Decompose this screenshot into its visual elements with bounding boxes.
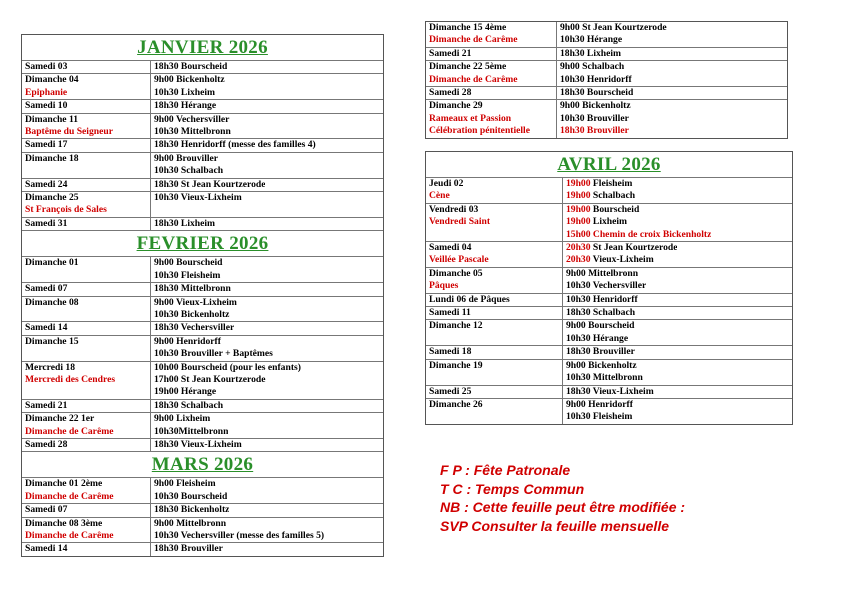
day-cell: [426, 204, 563, 241]
schedule-row: [426, 385, 792, 398]
mass-entry: 18h30 Lixheim: [154, 217, 216, 229]
schedule-row: [22, 191, 383, 217]
day-label: Dimanche 15 4ème: [429, 22, 507, 33]
mass-entry: 18h30 Vechersviller: [154, 322, 235, 334]
day-label: Dimanche 15: [25, 335, 79, 347]
mass-entry: 18h30 Brouviller: [154, 543, 223, 555]
day-label: Cène: [429, 190, 450, 202]
schedule-row: [22, 113, 383, 139]
mass-entry: 20h30 Vieux-Lixheim: [566, 254, 654, 266]
mass-entry: 9h00 Fleisheim: [154, 478, 216, 490]
mass-entry: 10h30 Vechersviller: [566, 280, 647, 292]
day-cell: [22, 439, 151, 451]
day-cell: [22, 518, 151, 543]
schedule-row: [22, 282, 383, 295]
day-label: Samedi 04: [429, 242, 472, 254]
mass-entry: 18h30 Brouviller: [566, 346, 635, 358]
day-label: Samedi 07: [25, 504, 68, 516]
mass-entry: 18h30 St Jean Kourtzerode: [154, 178, 266, 190]
day-label: Baptême du Seigneur: [25, 126, 113, 138]
day-label: Dimanche 11: [25, 113, 79, 125]
day-cell: [22, 322, 151, 334]
mass-cell: [151, 400, 226, 412]
mass-cell: [563, 178, 638, 203]
mass-entry: 10h30 Mittelbronn: [154, 126, 231, 138]
schedule-row: [426, 293, 792, 306]
mass-entry: 18h30 Mittelbronn: [154, 283, 231, 295]
day-label: Dimanche 01 2ème: [25, 478, 103, 490]
mass-entry: 20h30 St Jean Kourtzerode: [566, 242, 678, 254]
schedule-row: [426, 22, 787, 47]
mass-entry: 9h00 Bickenholtz: [566, 359, 637, 371]
mass-entry: 19h00 Hérange: [154, 386, 217, 398]
schedule-row: [426, 203, 792, 241]
mass-entry: 9h00 Mittelbronn: [566, 267, 639, 279]
mass-entry: 9h00 Bourscheid: [566, 320, 635, 332]
mass-entry: 19h00 Lixheim: [566, 216, 628, 228]
time-label: 19h00: [566, 190, 591, 202]
schedule-row: [22, 217, 383, 230]
mass-cell: [563, 204, 714, 241]
day-label: Dimanche 25: [25, 192, 79, 204]
day-cell: [22, 114, 151, 139]
mass-cell: [151, 336, 276, 361]
mass-entry: 10h30 Bickenholtz: [154, 308, 230, 320]
month-title: AVRIL 2026: [557, 153, 661, 175]
mass-entry: 10h30 Lixheim: [154, 86, 216, 98]
day-label: Dimanche 08: [25, 296, 79, 308]
schedule-row: [22, 60, 383, 73]
day-cell: [22, 504, 151, 516]
day-label: Dimanche de Carême: [25, 425, 114, 437]
schedule-row: [22, 412, 383, 438]
day-label: Célébration pénitentielle: [429, 125, 530, 137]
mass-entry: 10h30 Fleisheim: [566, 411, 633, 423]
day-cell: [426, 48, 557, 60]
mass-entry: 19h00 Schalbach: [566, 190, 636, 202]
mass-cell: [151, 257, 226, 282]
day-cell: [426, 399, 563, 424]
day-label: St François de Sales: [25, 204, 107, 216]
day-label: Samedi 17: [25, 139, 68, 151]
mass-cell: [151, 114, 234, 139]
mass-entry: 9h00 Henridorff: [566, 398, 633, 410]
mass-entry: 18h30 Vieux-Lixheim: [154, 438, 242, 450]
day-cell: [426, 307, 563, 319]
time-label: 20h30: [566, 254, 591, 266]
schedule-table-april: [425, 151, 793, 425]
schedule-row: [22, 256, 383, 282]
day-cell: [22, 362, 151, 399]
day-label: Dimanche 19: [429, 359, 483, 371]
mass-cell: [563, 399, 636, 424]
mass-entry: 18h30 Schalbach: [566, 307, 636, 319]
day-cell: [426, 346, 563, 358]
mass-cell: [563, 346, 638, 358]
schedule-row: [426, 306, 792, 319]
day-label: Dimanche 22 1er: [25, 413, 95, 425]
schedule-row: [22, 438, 383, 451]
mass-entry: 9h00 Vieux-Lixheim: [154, 296, 237, 308]
mass-entry: 10h30 Fleisheim: [154, 269, 221, 281]
mass-entry: 18h30 Bickenholtz: [154, 504, 230, 516]
day-label: Samedi 14: [25, 322, 68, 334]
day-label: Vendredi Saint: [429, 216, 491, 228]
day-label: Samedi 21: [429, 47, 472, 59]
day-label: Rameaux et Passion: [429, 112, 512, 124]
mass-cell: [563, 294, 641, 306]
day-cell: [426, 320, 563, 345]
day-label: Dimanche 05: [429, 267, 483, 279]
schedule-row: [22, 361, 383, 399]
mass-cell: [151, 478, 230, 503]
day-cell: [22, 543, 151, 555]
mass-entry: 18h30 Bourscheid: [154, 61, 228, 72]
schedule-row: [22, 296, 383, 322]
day-label: Dimanche 12: [429, 320, 483, 332]
mass-cell: [151, 283, 234, 295]
schedule-row: [22, 178, 383, 191]
mass-cell: [151, 518, 327, 543]
mass-entry: 9h00 Henridorff: [154, 335, 221, 347]
day-label: Mercredi 18: [25, 361, 75, 373]
day-label: Samedi 10: [25, 100, 68, 112]
mass-cell: [557, 61, 635, 86]
day-cell: [22, 139, 151, 151]
mass-entry: 9h00 St Jean Kourtzerode: [560, 22, 667, 33]
schedule-row: [426, 267, 792, 293]
mass-entry: 9h00 Bickenholtz: [560, 100, 631, 112]
mass-cell: [151, 439, 245, 451]
day-cell: [426, 178, 563, 203]
notes-block: [440, 461, 685, 535]
schedule-row: [426, 241, 792, 267]
mass-cell: [563, 307, 638, 319]
mass-cell: [563, 386, 657, 398]
day-label: Veillée Pascale: [429, 254, 489, 266]
mass-entry: 19h00 Fleisheim: [566, 178, 633, 189]
mass-entry: 10h30 Vieux-Lixheim: [154, 192, 242, 204]
schedule-table-right-top: [425, 21, 788, 139]
schedule-row: [426, 359, 792, 385]
day-cell: [22, 336, 151, 361]
mass-cell: [151, 100, 219, 112]
day-label: Samedi 07: [25, 283, 68, 295]
day-cell: [22, 297, 151, 322]
mass-entry: 10h30 Brouviller: [560, 112, 629, 124]
mass-cell: [151, 218, 218, 230]
day-label: Lundi 06 de Pâques: [429, 293, 510, 305]
day-cell: [22, 179, 151, 191]
mass-entry: 10h00 Bourscheid (pour les enfants): [154, 361, 301, 373]
day-label: Samedi 21: [25, 399, 68, 411]
day-label: Dimanche de Carême: [429, 73, 518, 85]
note-nb: NB : Cette feuille peut être modifiée :: [440, 499, 686, 515]
mass-entry: 10h30 Bourscheid: [154, 490, 228, 502]
mass-entry: 10h30 Brouviller + Baptêmes: [154, 348, 273, 360]
mass-cell: [563, 320, 638, 345]
day-cell: [22, 283, 151, 295]
day-label: Samedi 28: [25, 438, 68, 450]
schedule-row: [22, 99, 383, 112]
day-cell: [22, 413, 151, 438]
day-label: Samedi 31: [25, 217, 68, 229]
schedule-row: [22, 399, 383, 412]
mass-entry: 10h30 Hérange: [566, 332, 629, 344]
day-cell: [22, 257, 151, 282]
mass-cell: [151, 297, 240, 322]
day-cell: [426, 268, 563, 293]
mass-entry: 10h30 Vechersviller (messe des familles 5): [154, 530, 325, 541]
day-label: Dimanche de Carême: [429, 34, 518, 46]
day-label: Dimanche 22 5ème: [429, 61, 507, 73]
day-label: Vendredi 03: [429, 203, 479, 215]
day-label: Dimanche 04: [25, 74, 79, 86]
mass-entry: 18h30 Schalbach: [154, 399, 224, 411]
mass-cell: [557, 48, 624, 60]
mass-entry: 19h00 Bourscheid: [566, 203, 640, 215]
day-label: Dimanche 18: [25, 152, 79, 164]
mass-entry: 9h00 Vechersviller: [154, 113, 230, 125]
time-label: 19h00: [566, 216, 591, 228]
mass-entry: 18h30 Brouviller: [560, 125, 629, 137]
mass-cell: [563, 268, 649, 293]
mass-entry: 10h30Mittelbronn: [154, 425, 229, 437]
month-title: MARS 2026: [151, 453, 254, 475]
day-cell: [22, 74, 151, 99]
day-label: Dimanche 08 3ème: [25, 517, 103, 529]
day-label: Samedi 03: [25, 61, 68, 72]
mass-cell: [151, 413, 231, 438]
day-label: Samedi 25: [429, 385, 472, 397]
schedule-row: [22, 517, 383, 543]
day-label: Dimanche 29: [429, 100, 483, 112]
mass-entry: 10h30 Henridorff: [560, 73, 632, 85]
mass-entry: 9h00 Lixheim: [154, 413, 211, 425]
mass-entry: 10h30 Henridorff: [566, 293, 638, 305]
day-cell: [426, 360, 563, 385]
day-cell: [426, 100, 557, 137]
day-cell: [426, 87, 557, 99]
day-cell: [22, 192, 151, 217]
mass-entry: 18h30 Vieux-Lixheim: [566, 385, 654, 397]
day-cell: [22, 61, 151, 73]
mass-entry: 18h30 Hérange: [154, 100, 217, 112]
day-cell: [22, 153, 151, 178]
mass-entry: 9h00 Mittelbronn: [154, 517, 227, 529]
schedule-row: [22, 542, 383, 555]
day-label: Mercredi des Cendres: [25, 373, 116, 385]
day-label: Samedi 28: [429, 87, 472, 99]
note-fp: F P : Fête Patronale: [440, 462, 571, 478]
day-label: Pâques: [429, 280, 459, 292]
mass-cell: [557, 87, 636, 99]
day-label: Samedi 14: [25, 543, 68, 555]
mass-cell: [151, 322, 237, 334]
mass-cell: [151, 139, 319, 151]
mass-cell: [151, 61, 230, 73]
mass-entry: 18h30 Bourscheid: [560, 87, 634, 99]
day-label: Samedi 11: [429, 307, 471, 319]
day-cell: [426, 294, 563, 306]
month-title: FEVRIER 2026: [136, 232, 269, 254]
month-header: [22, 451, 383, 477]
mass-entry: 10h30 Hérange: [560, 34, 623, 46]
mass-entry: 9h00 Schalbach: [560, 61, 625, 73]
mass-entry: 10h30 Schalbach: [154, 165, 224, 177]
schedule-row: [426, 86, 787, 99]
schedule-row: [426, 99, 787, 137]
mass-cell: [151, 543, 226, 555]
day-cell: [22, 478, 151, 503]
day-label: Samedi 18: [429, 346, 472, 358]
mass-entry: 10h30 Mittelbronn: [566, 372, 643, 384]
schedule-row: [426, 47, 787, 60]
mass-entry: 15h00 Chemin de croix Bickenholtz: [566, 228, 712, 240]
mass-entry: 18h30 Lixheim: [560, 47, 622, 59]
day-label: Dimanche 01: [25, 257, 79, 269]
schedule-row: [426, 60, 787, 86]
time-label: 19h00: [566, 178, 591, 189]
mass-cell: [557, 22, 670, 47]
schedule-row: [22, 73, 383, 99]
mass-cell: [557, 100, 634, 137]
schedule-row: [22, 503, 383, 516]
mass-cell: [151, 504, 232, 516]
schedule-row: [426, 177, 792, 203]
schedule-row: [22, 138, 383, 151]
day-label: Samedi 24: [25, 178, 68, 190]
mass-entry: 9h00 Bickenholtz: [154, 74, 225, 86]
schedule-row: [426, 319, 792, 345]
day-cell: [426, 61, 557, 86]
month-header: [22, 35, 383, 60]
schedule-row: [22, 335, 383, 361]
day-cell: [22, 100, 151, 112]
day-cell: [22, 218, 151, 230]
mass-cell: [151, 362, 304, 399]
note-consult: SVP Consulter la feuille mensuelle: [440, 517, 669, 534]
schedule-row: [22, 321, 383, 334]
mass-cell: [151, 192, 245, 217]
mass-entry: 9h00 Brouviller: [154, 152, 219, 164]
mass-cell: [151, 153, 226, 178]
mass-cell: [563, 242, 680, 267]
day-cell: [426, 242, 563, 267]
day-label: Jeudi 02: [429, 178, 464, 189]
mass-cell: [151, 179, 268, 191]
day-label: Epiphanie: [25, 86, 68, 98]
schedule-row: [426, 345, 792, 358]
month-header: [22, 230, 383, 256]
month-header: [426, 152, 792, 177]
note-tc: T C : Temps Commun: [440, 480, 585, 497]
time-label: 19h00: [566, 203, 591, 215]
day-label: Dimanche de Carême: [25, 530, 114, 541]
day-label: Dimanche 26: [429, 398, 483, 410]
mass-entry: 17h00 St Jean Kourtzerode: [154, 373, 266, 385]
schedule-row: [22, 152, 383, 178]
schedule-row: [426, 398, 792, 424]
mass-cell: [563, 360, 646, 385]
mass-entry: 9h00 Bourscheid: [154, 257, 223, 269]
mass-cell: [151, 74, 228, 99]
schedule-table-left: [21, 34, 384, 557]
day-cell: [426, 22, 557, 47]
mass-entry: 18h30 Henridorff (messe des familles 4): [154, 139, 316, 151]
time-label: 20h30: [566, 242, 591, 254]
day-cell: [426, 386, 563, 398]
schedule-row: [22, 477, 383, 503]
day-label: Dimanche de Carême: [25, 490, 114, 502]
day-cell: [22, 400, 151, 412]
month-title: JANVIER 2026: [137, 36, 268, 58]
